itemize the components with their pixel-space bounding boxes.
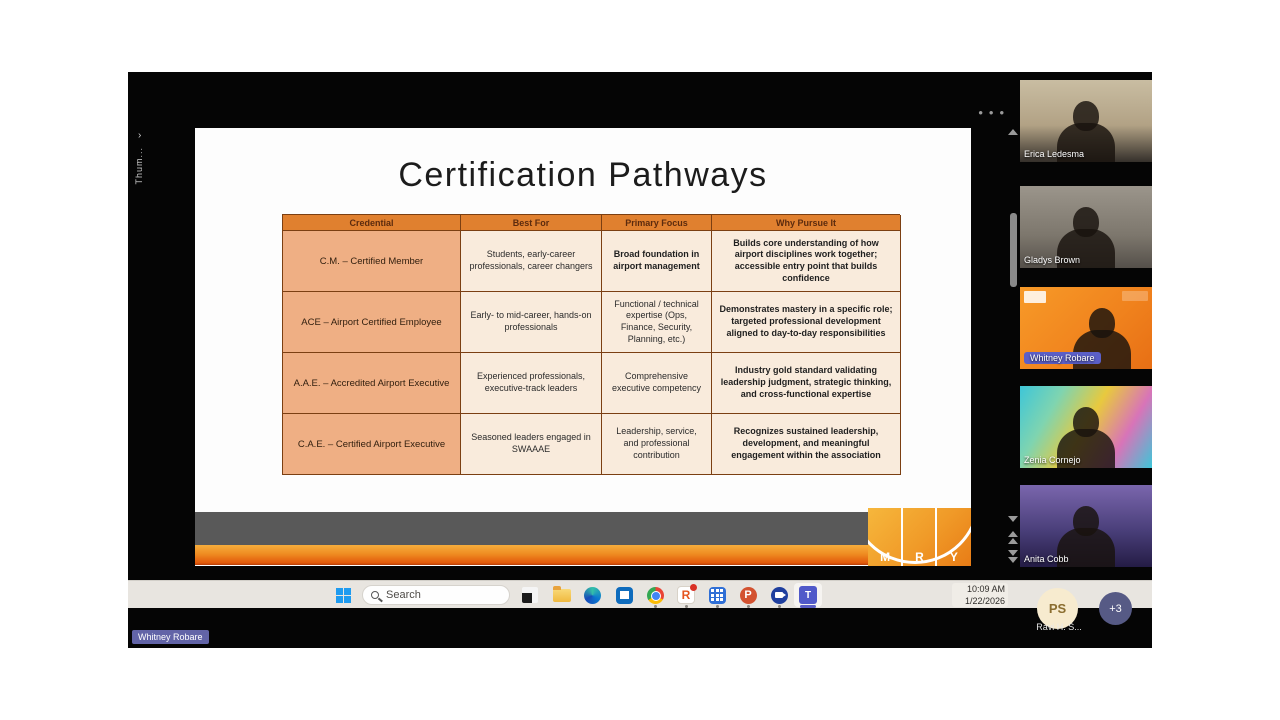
table-cell: Broad foundation in airport management xyxy=(602,231,712,292)
participant-name: Whitney Robare xyxy=(1024,352,1101,364)
r-app-icon[interactable]: R xyxy=(674,583,698,607)
scroll-down-icon[interactable] xyxy=(1008,516,1018,522)
table-cell-credential: A.A.E. – Accredited Airport Executive xyxy=(283,353,461,414)
overflow-count: +3 xyxy=(1109,602,1122,615)
powerpoint-icon[interactable]: P xyxy=(736,583,760,607)
windows-taskbar xyxy=(128,580,1152,608)
table-cell-credential: ACE – Airport Certified Employee xyxy=(283,292,461,353)
participant-name: Gladys Brown xyxy=(1024,255,1081,265)
logo-letter: R xyxy=(915,550,924,564)
previous-slide-icon[interactable] xyxy=(1008,531,1018,544)
participant-name: Anita Cobb xyxy=(1024,554,1069,564)
search-input[interactable] xyxy=(362,585,510,605)
search-icon xyxy=(371,591,379,599)
file-explorer-icon[interactable] xyxy=(550,583,574,607)
virtual-bg-text xyxy=(1122,291,1148,301)
next-slide-icon[interactable] xyxy=(1008,550,1018,563)
slide-title: Certification Pathways xyxy=(398,156,768,194)
thumbnails-collapsed-tab[interactable] xyxy=(134,130,152,260)
scroll-up-icon[interactable] xyxy=(1008,129,1018,135)
table-cell: Comprehensive executive competency xyxy=(602,353,712,414)
shared-slide xyxy=(195,128,971,566)
table-cell: Builds core understanding of how airport disciplines work together; accessible entry point that builds confidence xyxy=(712,231,901,292)
avatar-initials: PS xyxy=(1048,601,1067,616)
table-cell: Students, early-career professionals, career changers xyxy=(461,231,602,292)
clock-date: 1/22/2026 xyxy=(964,595,1005,606)
windows-logo-icon xyxy=(336,588,351,603)
chevron-right-icon: › xyxy=(138,130,142,141)
table-cell: Industry gold standard validating leadership judgment, strategic thinking, and cross-functional expertise xyxy=(712,353,901,414)
participant-video[interactable] xyxy=(1020,386,1152,468)
active-app-indicator xyxy=(800,605,816,608)
participant-video[interactable] xyxy=(1020,186,1152,268)
participant-video[interactable] xyxy=(1020,485,1152,567)
chrome-icon[interactable] xyxy=(643,583,667,607)
start-button[interactable] xyxy=(331,583,355,607)
table-header: Why Pursue It xyxy=(712,215,901,231)
scrollbar-thumb[interactable] xyxy=(1010,213,1017,287)
dark-window-app-icon[interactable] xyxy=(518,583,542,607)
participant-name: Zenia Cornejo xyxy=(1024,455,1081,465)
table-cell: Experienced professionals, executive-track leaders xyxy=(461,353,602,414)
calculator-icon[interactable] xyxy=(705,583,729,607)
virtual-bg-logo xyxy=(1024,291,1046,303)
avatar-name-label: Ravi H. S... xyxy=(1036,622,1082,632)
meeting-window xyxy=(128,72,1152,648)
participant-name: Erica Ledesma xyxy=(1024,149,1085,159)
presenter-name-tag: Whitney Robare xyxy=(132,630,209,644)
logo-letter: Y xyxy=(949,550,958,564)
edge-icon[interactable] xyxy=(580,583,604,607)
table-cell: Leadership, service, and professional contribution xyxy=(602,414,712,475)
participant-video[interactable] xyxy=(1020,287,1152,369)
table-header: Primary Focus xyxy=(602,215,712,231)
table-cell-credential: C.M. – Certified Member xyxy=(283,231,461,292)
slide-footer-gray-bar xyxy=(195,512,868,545)
table-cell-credential: C.A.E. – Certified Airport Executive xyxy=(283,414,461,475)
zoom-icon[interactable] xyxy=(767,583,791,607)
overflow-participants-bubble[interactable] xyxy=(1099,592,1132,625)
table-cell: Early- to mid-career, hands-on professionals xyxy=(461,292,602,353)
slide-footer-orange-bar xyxy=(195,545,971,565)
taskbar-clock[interactable] xyxy=(952,583,1008,607)
thumbnails-tab-label: Thum... xyxy=(134,147,144,185)
table-header: Best For xyxy=(461,215,602,231)
search-label: Search xyxy=(386,589,421,601)
clock-time: 10:09 AM xyxy=(966,584,1005,594)
teams-icon[interactable]: T xyxy=(794,583,822,607)
table-cell: Demonstrates mastery in a specific role; targeted professional development aligned to day-to-day responsibilities xyxy=(712,292,901,353)
notification-badge xyxy=(690,584,697,591)
participant-video[interactable] xyxy=(1020,80,1152,162)
window-more-icon[interactable]: ••• xyxy=(978,105,1010,120)
mry-logo xyxy=(868,508,971,566)
certification-table xyxy=(282,214,900,475)
microsoft-store-icon[interactable] xyxy=(612,583,636,607)
table-header: Credential xyxy=(283,215,461,231)
table-cell: Recognizes sustained leadership, development, and meaningful engagement within the association xyxy=(712,414,901,475)
table-cell: Functional / technical expertise (Ops, Finance, Security, Planning, etc.) xyxy=(602,292,712,353)
table-cell: Seasoned leaders engaged in SWAAAE xyxy=(461,414,602,475)
logo-letter: M xyxy=(880,550,891,564)
